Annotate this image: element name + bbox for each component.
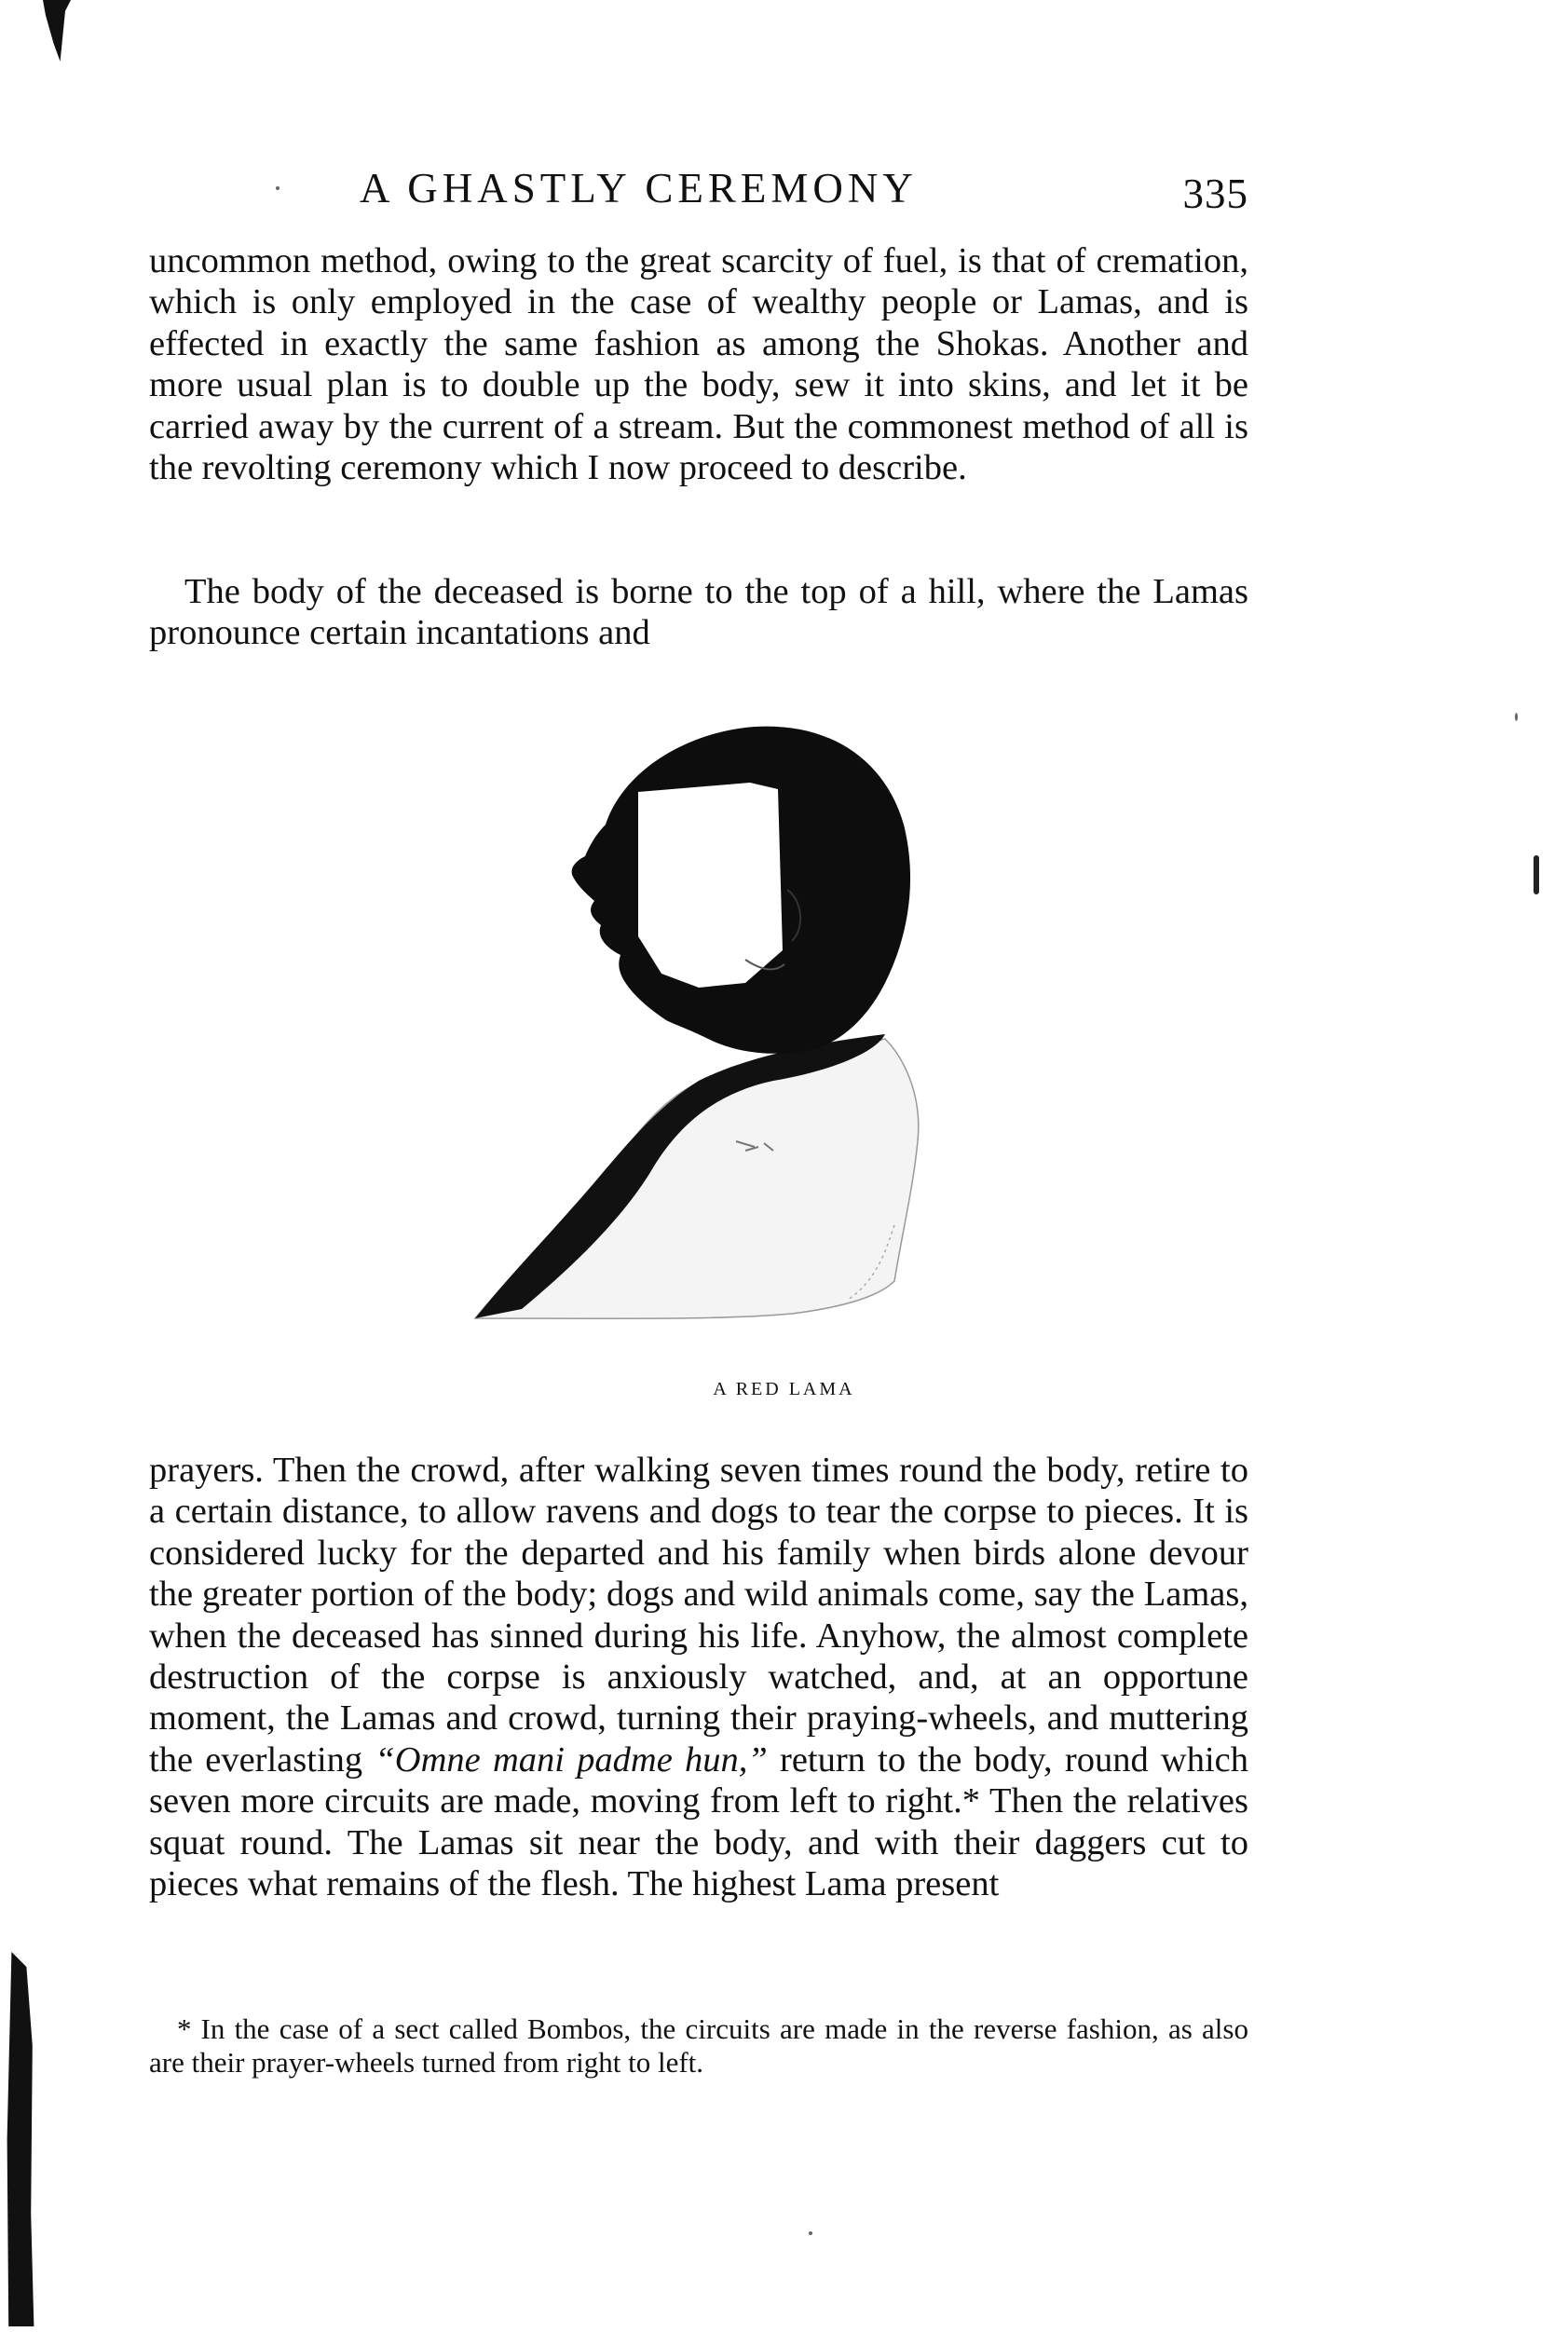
scan-artifact-right-mark xyxy=(1534,855,1539,894)
lama-silhouette-drawing xyxy=(438,703,960,1337)
paragraph-3-italic-mantra: “Omne mani padme hun,” xyxy=(375,1739,768,1780)
page-number: 335 xyxy=(1182,170,1248,217)
scan-artifact-left-edge xyxy=(6,1952,35,2326)
footnote xyxy=(149,2012,1248,2080)
paragraph-3 xyxy=(149,1450,1248,1904)
red-lama-illustration xyxy=(438,703,960,1337)
paragraph-3-text-before: prayers. Then the crowd, after walking seven times round the body, retire to a certain distance, to allow ravens and dogs to tear the corpse to pieces. It is considered lucky for the departed and his family when birds alone devour the greater portion of the body; dogs and wild animals come, say the Lamas, when the deceased has sinned during his life. Anyhow, the almost complete destruction of the corpse is anxiously watched, and, at an opportune moment, the Lamas and crowd, turning their praying-wheels, and muttering the everlasting xyxy=(149,1451,1248,1780)
scan-speck xyxy=(809,2231,812,2235)
paragraph-1: uncommon method, owing to the great scarcity of fuel, is that of cremation, which is only employed in the case of wealthy people or Lamas, and is effected in exactly the same fashion as among the Shokas. Another and more usual plan is to double up the body, sew it into skins, and let it be carried away by the current of a stream. But the commonest method of all is the revolting ceremony which I now proceed to describe. xyxy=(149,241,1248,488)
face-highlight xyxy=(638,783,783,988)
footnote-text: In the case of a sect called Bombos, the circuits are made in the reverse fashion, as also are their prayer-wheels turned from right to left. xyxy=(149,2012,1248,2079)
running-head-title: A GHASTLY CEREMONY xyxy=(360,165,918,211)
scan-speck xyxy=(1515,713,1518,721)
paragraph-3-text-after: return to the body, round which seven more circuits are made, moving from left to right.* Then the relatives squat round. The Lamas sit near the body, and with their daggers cut to pieces what remains of the flesh. The highest Lama present xyxy=(149,1739,1248,1904)
footnote-marker: * xyxy=(177,2012,192,2045)
scan-artifact-top xyxy=(43,0,71,61)
figure-caption: A RED LAMA xyxy=(713,1379,855,1399)
paragraph-2: The body of the deceased is borne to the top of a hill, where the Lamas pronounce certain incantations and xyxy=(149,572,1248,653)
running-head xyxy=(149,158,1248,224)
